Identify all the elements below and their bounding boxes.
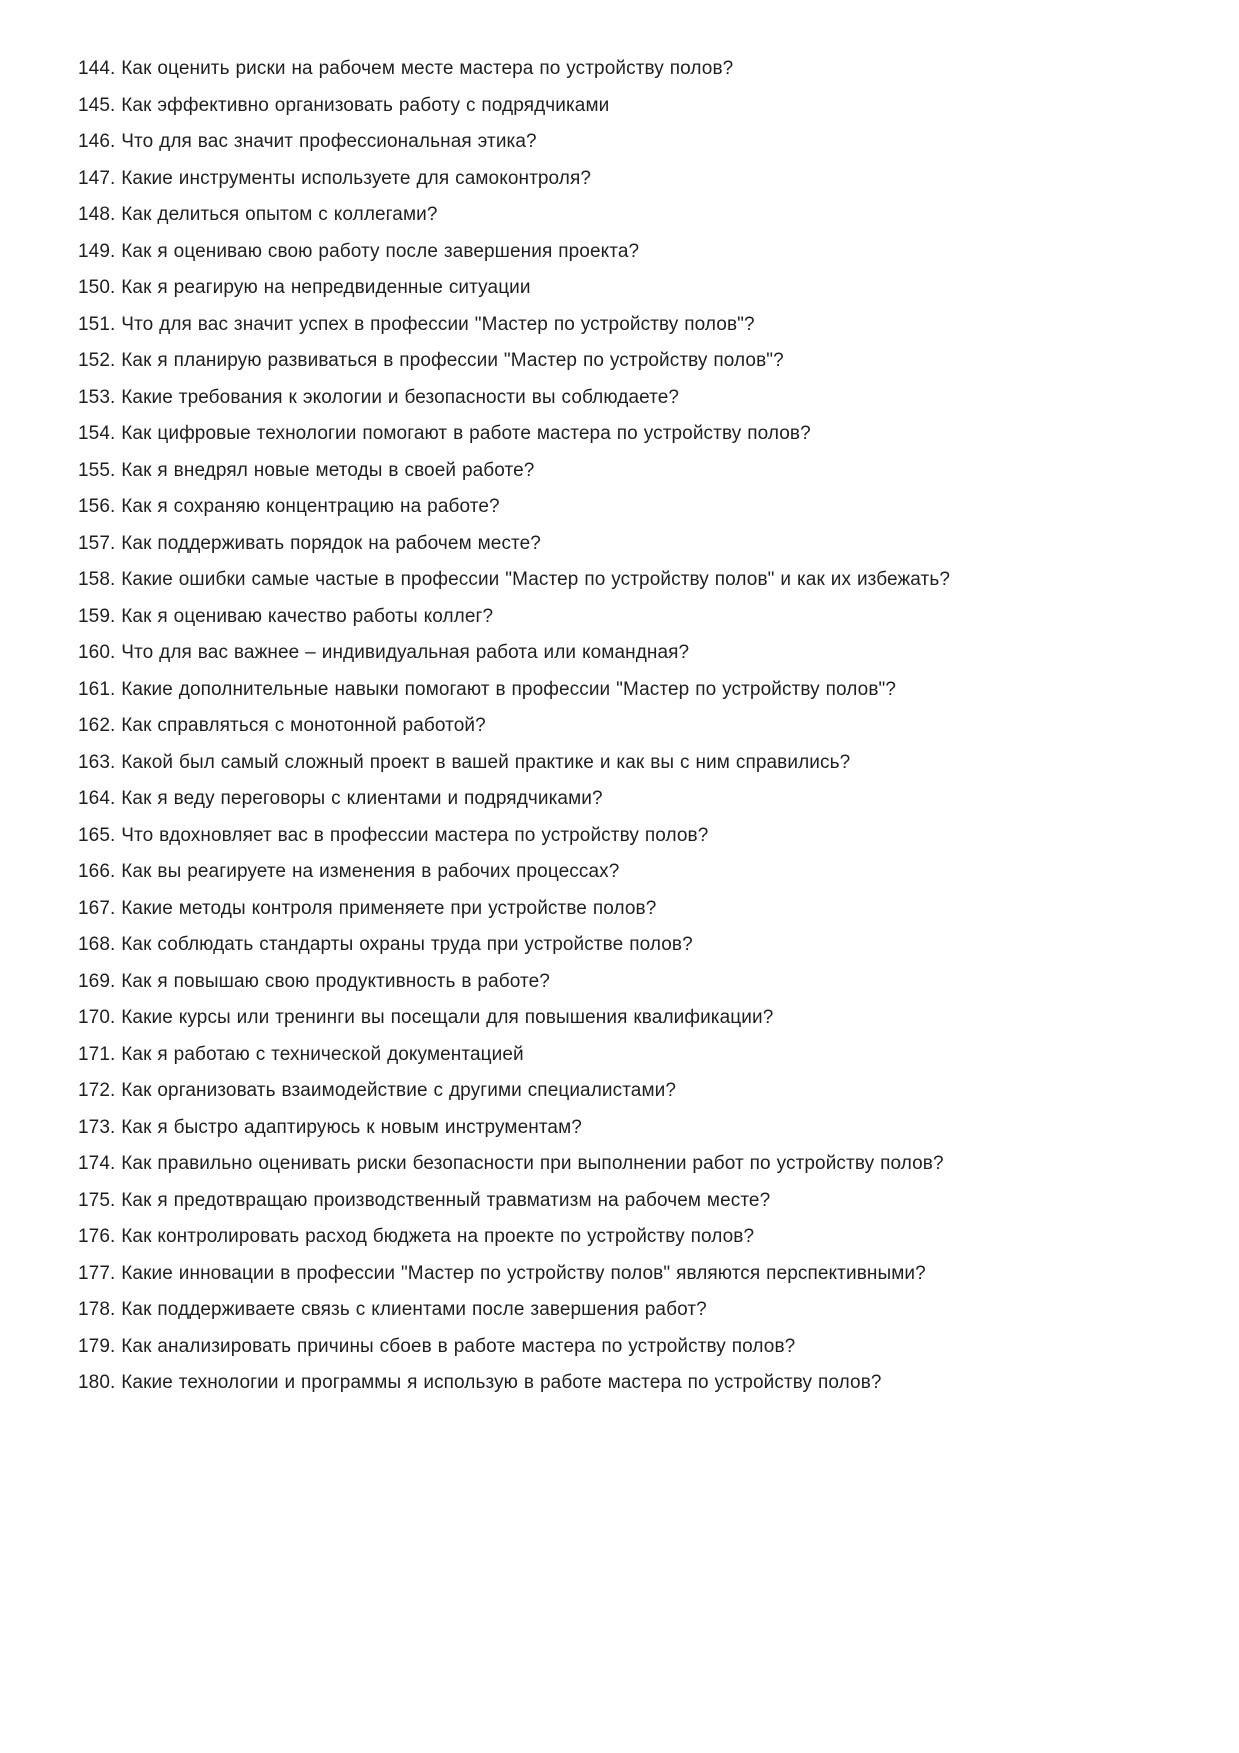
question-item: 156. Как я сохраняю концентрацию на работе?	[78, 496, 500, 517]
question-item: 157. Как поддерживать порядок на рабочем месте?	[78, 532, 541, 554]
question-item: 172. Как организовать взаимодействие с другими специалистами?	[78, 1080, 677, 1101]
question-item: 170. Какие курсы или тренинги вы посещали для повышения квалификации?	[78, 1007, 774, 1028]
question-item: 154. Как цифровые технологии помогают в работе мастера по устройству полов?	[78, 423, 811, 444]
question-item: 145. Как эффективно организовать работу с подрядчиками	[78, 94, 610, 116]
question-item: 164. Как я веду переговоры с клиентами и подрядчиками?	[78, 788, 603, 809]
question-item: 160. Что для вас важнее – индивидуальная работа или командная?	[78, 642, 690, 663]
question-item: 171. Как я работаю с технической документацией	[78, 1043, 524, 1065]
question-item: 176. Как контролировать расход бюджета на проекте по устройству полов?	[78, 1226, 755, 1247]
question-item: 167. Какие методы контроля применяете при устройстве полов?	[78, 897, 657, 919]
question-item: 151. Что для вас значит успех в профессии "Мастер по устройству полов"?	[78, 313, 755, 335]
question-item: 180. Какие технологии и программы я использую в работе мастера по устройству полов?	[78, 1372, 882, 1393]
question-item: 149. Как я оцениваю свою работу после завершения проекта?	[78, 240, 640, 262]
question-item: 155. Как я внедрял новые методы в своей работе?	[78, 459, 535, 481]
question-item: 177. Какие инновации в профессии "Мастер по устройству полов" являются перспективными?	[78, 1262, 926, 1284]
question-item: 163. Какой был самый сложный проект в вашей практике и как вы с ним справились?	[78, 751, 851, 773]
question-item: 168. Как соблюдать стандарты охраны труда при устройстве полов?	[78, 934, 693, 955]
question-item: 158. Какие ошибки самые частые в профессии "Мастер по устройству полов" и как их избежать?	[78, 569, 951, 590]
question-item: 146. Что для вас значит профессиональная этика?	[78, 131, 537, 152]
question-item: 144. Как оценить риски на рабочем месте мастера по устройству полов?	[78, 58, 734, 79]
question-item: 159. Как я оцениваю качество работы коллег?	[78, 605, 494, 627]
question-item: 178. Как поддерживаете связь с клиентами после завершения работ?	[78, 1299, 707, 1320]
question-item: 162. Как справляться с монотонной работой?	[78, 715, 486, 736]
question-item: 165. Что вдохновляет вас в профессии мастера по устройству полов?	[78, 824, 709, 846]
question-item: 169. Как я повышаю свою продуктивность в работе?	[78, 970, 550, 992]
question-item: 161. Какие дополнительные навыки помогают в профессии "Мастер по устройству полов"?	[78, 678, 897, 700]
question-item: 173. Как я быстро адаптируюсь к новым инструментам?	[78, 1116, 582, 1138]
question-item: 175. Как я предотвращаю производственный травматизм на рабочем месте?	[78, 1189, 771, 1211]
question-item: 150. Как я реагирую на непредвиденные ситуации	[78, 277, 531, 298]
question-item: 174. Как правильно оценивать риски безопасности при выполнении работ по устройству полов?	[78, 1153, 944, 1174]
question-item: 179. Как анализировать причины сбоев в работе мастера по устройству полов?	[78, 1335, 796, 1357]
question-item: 153. Какие требования к экологии и безопасности вы соблюдаете?	[78, 386, 680, 408]
question-item: 152. Как я планирую развиваться в профессии "Мастер по устройству полов"?	[78, 350, 784, 371]
question-item: 148. Как делиться опытом с коллегами?	[78, 204, 438, 225]
question-item: 147. Какие инструменты используете для самоконтроля?	[78, 167, 592, 189]
question-item: 166. Как вы реагируете на изменения в рабочих процессах?	[78, 861, 620, 882]
question-list	[78, 51, 1161, 1402]
